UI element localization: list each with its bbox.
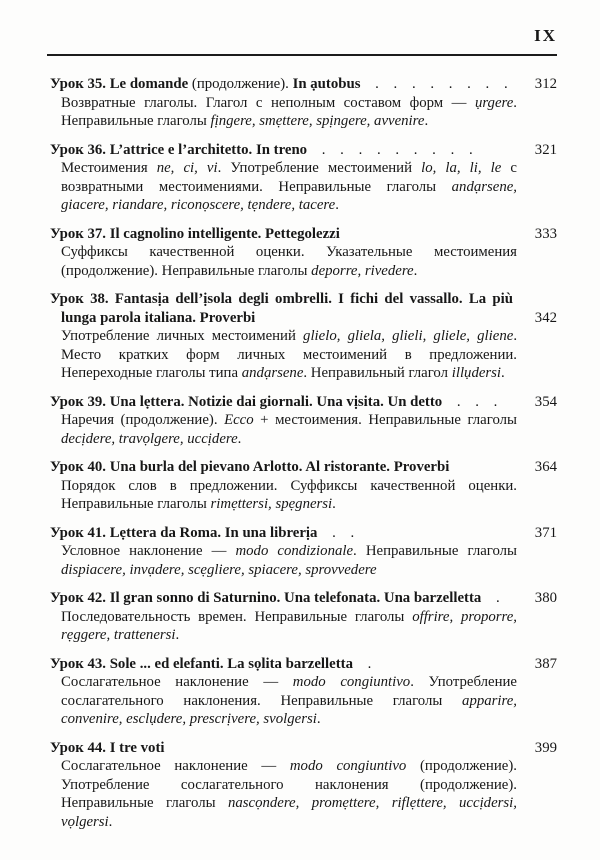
italic-term: illụdersi — [451, 365, 502, 381]
entry-title — [50, 141, 513, 160]
entry-title — [50, 589, 513, 608]
text-run: . — [108, 813, 113, 830]
text-run: Урок 41. Lẹttera da Roma. In una librerịa — [50, 524, 318, 541]
entry-page-number: 380 — [534, 590, 557, 606]
text-run: . Неправильные глаголы — [353, 543, 517, 559]
italic-term: decịdere, travọlgere, uccịdere — [61, 430, 238, 447]
entry-title — [50, 290, 513, 327]
text-run: . — [316, 711, 321, 727]
text-run: . — [175, 627, 180, 643]
entry-title-row — [50, 75, 557, 94]
italic-term: dispiacere, invạdere, scẹgliere, spiacere, sprovvedere — [61, 561, 377, 578]
entry-page-number: 354 — [534, 393, 557, 410]
header-rule — [47, 54, 557, 56]
text-run: (продолжение). Употребление сослагательного наклонения (продолжение). Неправильные глаголы — [61, 758, 517, 811]
text-run: Порядок слов в предложении. Суффиксы качественной оценки. Неправильные глаголы — [61, 477, 517, 512]
text-run: . Употребление местоимений — [217, 160, 422, 176]
text-run: + местоимения. Неправильные глаголы — [253, 412, 517, 428]
text-run: . — [335, 197, 339, 213]
entry-description — [61, 608, 517, 645]
text-run: Сослагательное наклонение — — [61, 674, 293, 690]
text-run: . Неправильный глагол — [303, 365, 452, 381]
entry-page-number: 364 — [534, 459, 557, 475]
entry-description — [61, 673, 517, 729]
entry-title-row — [50, 655, 557, 674]
leader-dots: . — [481, 590, 500, 606]
entry-description — [61, 542, 517, 579]
text-run: Урок 37. Il cagnolino intelligente. Pettegolezzi — [50, 225, 340, 242]
text-run: . — [424, 113, 429, 129]
entry-title — [50, 458, 513, 477]
text-run: Урок 36. L’attrice e l’architetto. In treno — [50, 141, 308, 158]
text-run: (продолжение). — [191, 76, 293, 92]
text-run: Урок 43. Sole ... ed elefanti. La sọlita barzelletta — [50, 655, 353, 672]
italic-term: fịngere, smẹttere, spịngere, avvenire — [210, 113, 425, 129]
text-run: . — [501, 365, 505, 381]
entry-title-row — [50, 393, 557, 412]
italic-term: apparire, convenire, esclụdere, prescrịvere, svolgersi — [61, 692, 517, 727]
entry-title-row — [50, 458, 557, 477]
italic-term: modo condizionale — [235, 543, 354, 559]
entry-title-row — [50, 225, 557, 244]
toc-entry-37 — [50, 225, 557, 281]
text-run: . Употребление сослагательного наклонения. Неправильные глаголы — [61, 674, 517, 709]
leader-dots: . . — [317, 524, 355, 541]
entry-title — [50, 655, 513, 674]
entry-description — [61, 411, 517, 448]
entry-page-number: 333 — [534, 225, 557, 242]
toc-entries — [50, 75, 557, 831]
italic-term: nascọndere, promẹttere, riflẹttere, uccịdersi, vọlgersi — [61, 795, 517, 830]
text-run: Урок 42. Il gran sonno di Saturnino. Una telefonata. Una barzelletta — [50, 590, 482, 606]
entry-description — [61, 327, 517, 383]
entry-title — [50, 393, 513, 412]
leader-dots: . . . . . . . . . — [307, 141, 473, 158]
italic-term: ụrgere — [474, 94, 514, 111]
leader-dots: . . . . . . . . — [360, 76, 508, 92]
entry-description — [61, 757, 517, 831]
entry-description — [61, 477, 517, 514]
text-run: . Место кратких форм личных местоимений в предложении. Непереходные глаголы типа — [61, 328, 518, 381]
toc-entry-39 — [50, 393, 557, 449]
entry-description — [61, 159, 517, 215]
text-run: Урок 39. Una lẹttera. Notizie dai giornali. Una vịsita. Un detto — [50, 393, 443, 410]
text-run: . — [332, 496, 336, 512]
text-run: Урок 35. Le domande — [50, 76, 192, 92]
text-run: . — [237, 430, 242, 447]
text-run: Последовательность времен. Неправильные глаголы — [61, 608, 413, 625]
page-header — [50, 26, 557, 47]
text-run: Суффиксы качественной оценки. Указательные местоимения (продолжение). Неправильные глаголы — [61, 244, 517, 279]
text-run: . Неправильные глаголы — [61, 94, 517, 129]
italic-term: rimẹttersi, spẹgnersi — [210, 496, 333, 512]
entry-page-number: 321 — [534, 141, 557, 158]
entry-title-row — [50, 290, 557, 327]
toc-entry-42 — [50, 589, 557, 645]
toc-entry-41 — [50, 524, 557, 580]
toc-entry-44 — [50, 739, 557, 832]
entry-page-number: 371 — [534, 524, 557, 541]
text-run: Урок 38. Fantasịa dell’ịsola degli ombrelli. I fichi del vassallo. La più lunga parola italiana. Proverbi — [50, 291, 513, 326]
entry-title — [50, 739, 513, 758]
entry-title — [50, 225, 513, 244]
leader-dots: . . . — [442, 393, 498, 410]
text-run: Урок 40. Una burla del pievano Arlotto. Al ristorante. Proverbi — [50, 459, 450, 475]
italic-term: offrire, proporre, rẹggere, trattenersi — [61, 608, 518, 643]
toc-entry-43 — [50, 655, 557, 729]
text-run: In ạutobus — [292, 76, 361, 92]
entry-title-row — [50, 141, 557, 160]
text-run: Условное наклонение — — [61, 543, 236, 559]
italic-term: modo congiuntivo — [289, 758, 407, 774]
entry-page-number: 399 — [534, 739, 557, 756]
text-run: Местоимения — [61, 160, 157, 176]
entry-title-row — [50, 524, 557, 543]
text-run: Урок 44. I tre voti — [50, 739, 165, 756]
toc-entry-36 — [50, 141, 557, 215]
text-run: Употребление личных местоимений — [61, 328, 304, 344]
entry-title-row — [50, 739, 557, 758]
italic-term: lo, la, li, le — [421, 160, 502, 176]
entry-page-number: 387 — [534, 655, 557, 672]
entry-description — [61, 243, 517, 280]
entry-title-row — [50, 589, 557, 608]
italic-term: ne, ci, vi — [156, 160, 218, 176]
italic-term: modo congiuntivo — [292, 674, 411, 690]
toc-entry-40 — [50, 458, 557, 514]
entry-page-number: 312 — [534, 76, 557, 92]
italic-term: andạrsene — [241, 365, 304, 381]
leader-dots: . — [352, 655, 372, 672]
entry-page-number: 342 — [534, 309, 557, 326]
italic-term: deporre, rivedere — [311, 262, 414, 279]
toc-entry-35 — [50, 75, 557, 131]
text-run: . — [413, 262, 418, 279]
italic-term: glielo, gliela, glieli, gliele, gliene — [303, 328, 514, 344]
text-run: с возвратными местоимениями. Неправильные глаголы — [61, 160, 517, 195]
italic-term: andạrsene, giacere, riandare, riconọscere, tẹndere, tacere — [61, 178, 517, 213]
text-run: Наречия (продолжение). — [61, 412, 225, 428]
page-number-folio: IX — [534, 26, 557, 45]
entry-title — [50, 524, 513, 543]
entry-title — [50, 75, 513, 94]
text-run: Возвратные глаголы. Глагол с неполным составом форм — — [61, 94, 475, 111]
toc-entry-38 — [50, 290, 557, 383]
italic-term: Ecco — [224, 412, 254, 428]
entry-description — [61, 94, 517, 131]
text-run: Сослагательное наклонение — — [61, 758, 290, 774]
